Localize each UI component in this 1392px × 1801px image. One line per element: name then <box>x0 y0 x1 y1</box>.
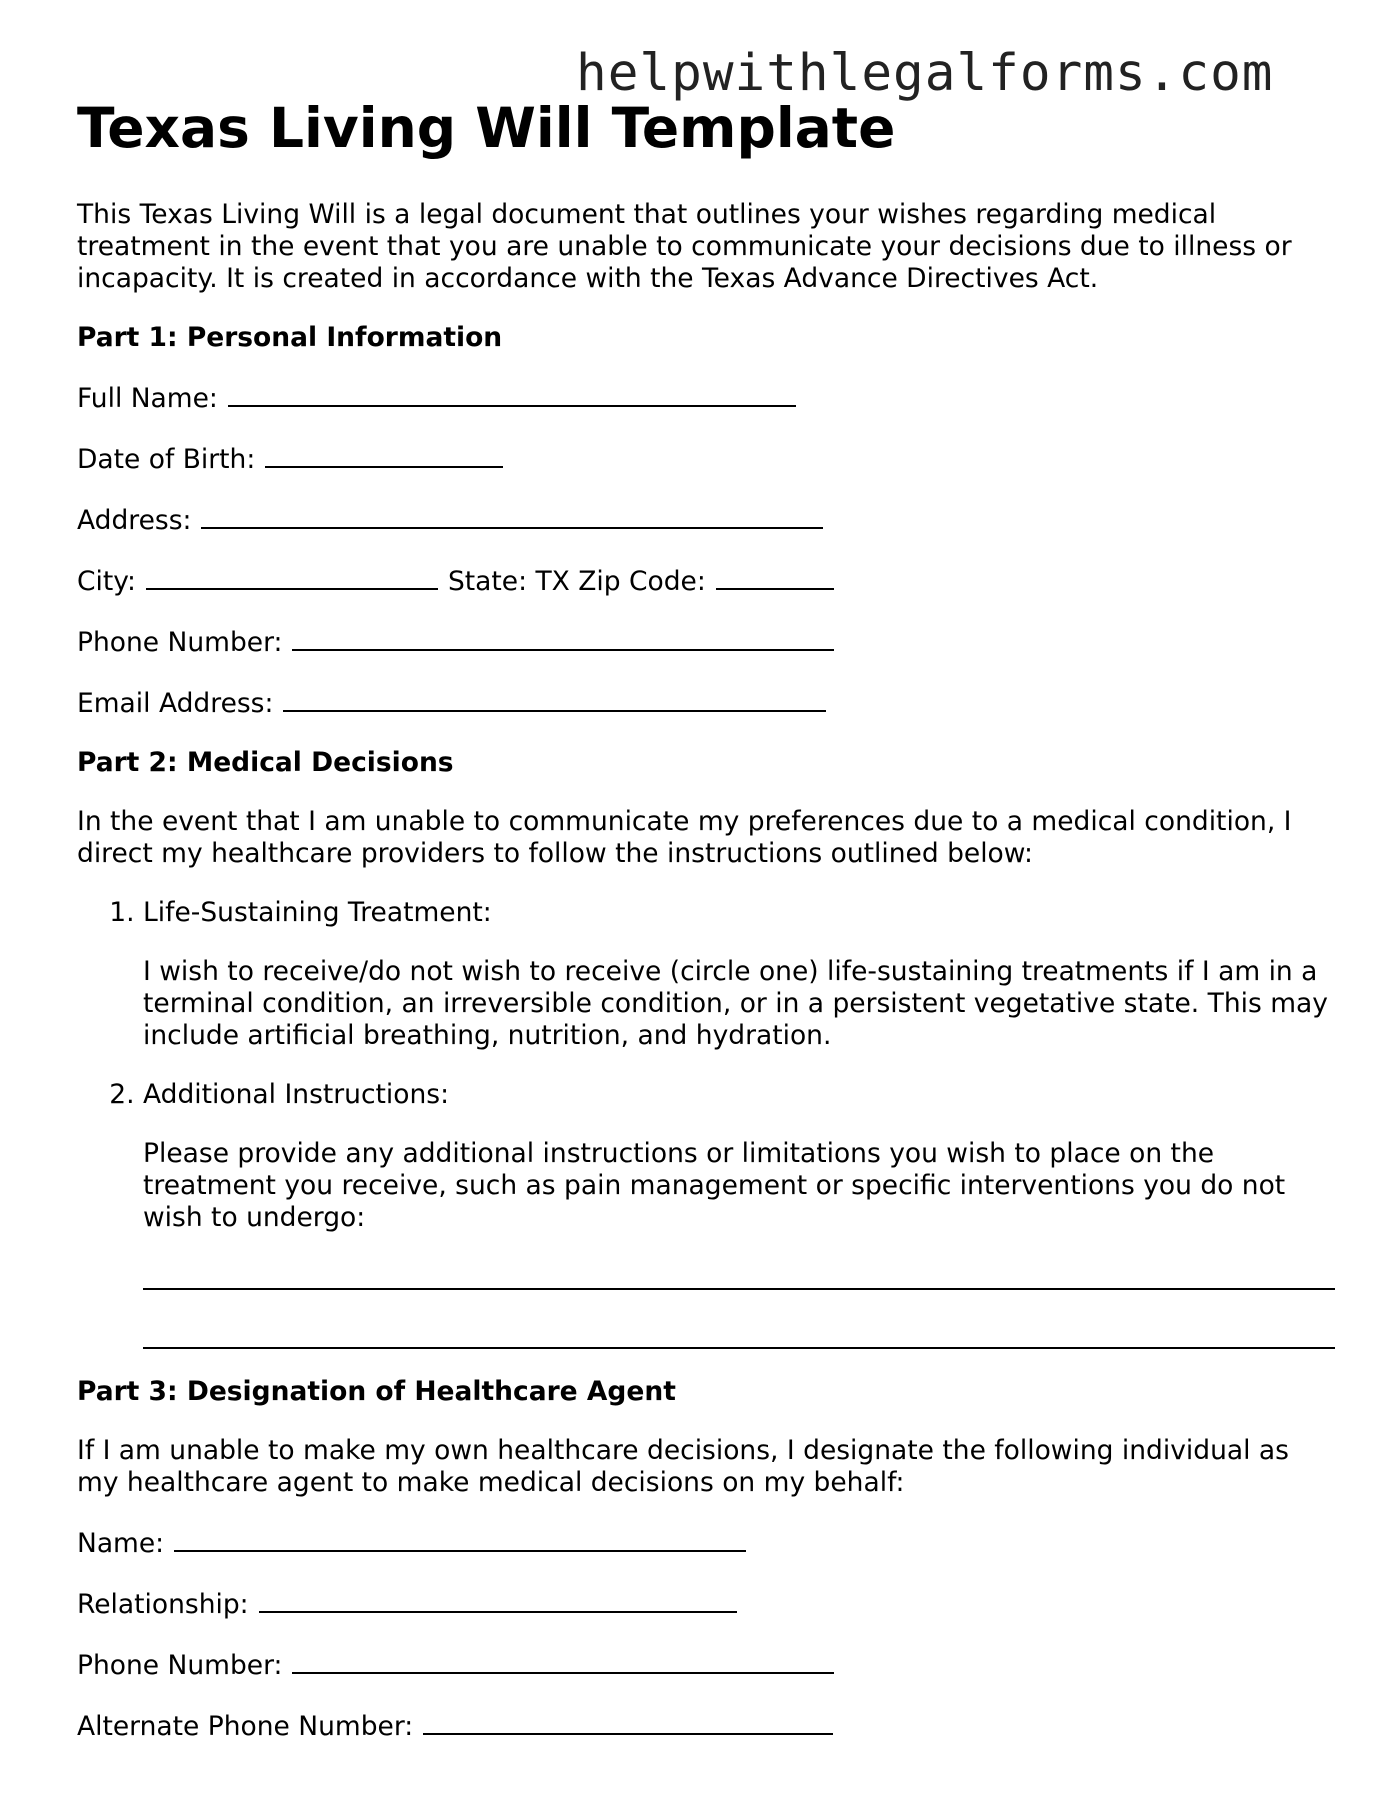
city-blank[interactable] <box>146 564 438 590</box>
alt-phone-label: Alternate Phone Number: <box>77 1711 414 1742</box>
document-page <box>77 92 1337 1743</box>
city-label: City: <box>77 566 136 597</box>
address-field <box>77 503 1337 537</box>
agent-name-label: Name: <box>77 1528 165 1559</box>
dob-label: Date of Birth: <box>77 444 256 475</box>
agent-phone-label: Phone Number: <box>77 1650 283 1681</box>
agent-name-field <box>77 1526 1337 1560</box>
city-state-zip-field <box>77 564 1337 598</box>
medical-decisions-list <box>77 897 1337 1349</box>
part2-intro: In the event that I am unable to communicate my preferences due to a medical condition, I direct my healthcare providers to follow the instructions outlined below: <box>77 806 1292 869</box>
phone-blank[interactable] <box>292 625 834 651</box>
life-sustaining-text: I wish to receive/do not wish to receive (circle one) life-sustaining treatments if I am in a terminal condition, an irreversible condition, or in a persistent vegetative state. This may include artificial breathing, nutrition, and hydration. <box>143 956 1328 1051</box>
full-name-label: Full Name: <box>77 383 218 414</box>
part1-heading: Part 1: Personal Information <box>77 322 503 353</box>
agent-phone-blank[interactable] <box>292 1648 834 1674</box>
additional-instructions-label: Additional Instructions: <box>143 1079 450 1110</box>
relationship-blank[interactable] <box>259 1587 737 1613</box>
agent-name-blank[interactable] <box>174 1526 746 1552</box>
state-zip-label: State: TX Zip Code: <box>447 566 706 597</box>
document-title: Texas Living Will Template <box>77 96 896 160</box>
alt-phone-field <box>77 1709 1337 1743</box>
agent-phone-field <box>77 1648 1337 1682</box>
additional-instructions-text: Please provide any additional instructions or limitations you wish to place on the treatment you receive, such as pain management or specific interventions you do not wish to undergo: <box>143 1138 1286 1233</box>
part3-intro: If I am unable to make my own healthcare decisions, I designate the following individual as my healthcare agent to make medical decisions on my behalf: <box>77 1435 1289 1498</box>
intro-paragraph: This Texas Living Will is a legal document that outlines your wishes regarding medical treatment in the event that you are unable to communicate your decisions due to illness or incapacity. It is created in accordance with the Texas Advance Directives Act. <box>77 199 1292 294</box>
alt-phone-blank[interactable] <box>423 1709 833 1735</box>
instructions-blank-line[interactable] <box>143 1288 1335 1290</box>
list-item <box>143 1079 1337 1349</box>
phone-label: Phone Number: <box>77 627 283 658</box>
watermark-text: helpwithlegalforms.com <box>576 44 1274 103</box>
zip-blank[interactable] <box>716 564 834 590</box>
address-label: Address: <box>77 505 192 536</box>
list-item <box>143 897 1337 1052</box>
email-label: Email Address: <box>77 688 274 719</box>
relationship-label: Relationship: <box>77 1589 249 1620</box>
life-sustaining-label: Life-Sustaining Treatment: <box>143 897 492 928</box>
phone-field <box>77 625 1337 659</box>
part3-heading: Part 3: Designation of Healthcare Agent <box>77 1376 676 1407</box>
full-name-blank[interactable] <box>228 381 796 407</box>
address-blank[interactable] <box>201 503 823 529</box>
dob-blank[interactable] <box>265 442 503 468</box>
email-blank[interactable] <box>283 686 826 712</box>
full-name-field <box>77 381 1337 415</box>
dob-field <box>77 442 1337 476</box>
instructions-blank-line[interactable] <box>143 1347 1335 1349</box>
email-field <box>77 686 1337 720</box>
part2-heading: Part 2: Medical Decisions <box>77 747 454 778</box>
relationship-field <box>77 1587 1337 1621</box>
